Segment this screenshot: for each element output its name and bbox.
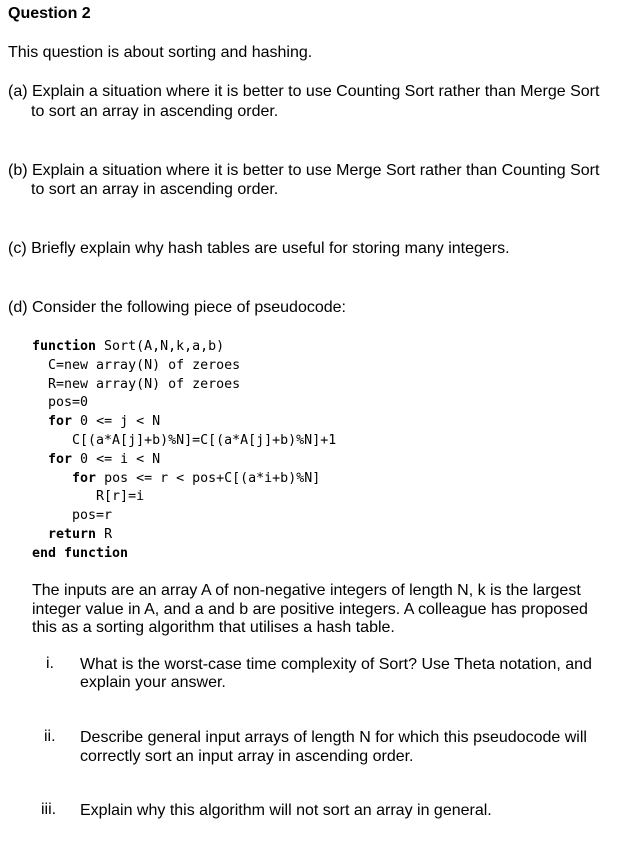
question-title: Question 2 (8, 5, 91, 22)
subquestion-number: ii. (44, 728, 56, 745)
code-line (32, 526, 336, 545)
subquestion-iii-line1: Explain why this algorithm will not sort an array in general. (80, 802, 492, 819)
part-a-line1: (a) Explain a situation where it is better to use Counting Sort rather than Merge Sort (8, 83, 600, 100)
inputs-line2: integer value in A, and a and b are positive integers. A colleague has proposed (32, 601, 588, 618)
inputs-line3: this as a sorting algorithm that utilises a hash table. (32, 619, 395, 636)
subquestion-ii-line1: Describe general input arrays of length N for which this pseudocode will (80, 729, 587, 746)
code-line: C[(a*A[j]+b)%N]=C[(a*A[j]+b)%N]+1 (32, 432, 337, 448)
code-line (32, 451, 336, 470)
code-line: R=new array(N) of zeroes (32, 376, 241, 392)
subquestion-i-line2: explain your answer. (80, 674, 226, 691)
code-text: Sort(A,N,k,a,b) (96, 339, 225, 354)
code-text: 0 <= i < N (72, 451, 161, 467)
code-line (32, 413, 336, 432)
code-text: R (96, 526, 113, 542)
code-line: end function (32, 545, 129, 561)
code-line: pos=0 (32, 395, 89, 411)
code-line: C=new array(N) of zeroes (32, 357, 241, 373)
code-keyword: return (48, 526, 97, 542)
code-keyword: for (48, 451, 73, 467)
pseudocode-block (32, 338, 336, 564)
code-line (32, 338, 336, 357)
code-keyword: for (48, 414, 73, 430)
subquestion-ii-line2: correctly sort an input array in ascending order. (80, 748, 414, 765)
subquestion-i-line1: What is the worst-case time complexity of Sort? Use Theta notation, and (80, 656, 592, 673)
part-a-line2: to sort an array in ascending order. (31, 103, 279, 120)
inputs-line1: The inputs are an array A of non-negative integers of length N, k is the largest (32, 582, 581, 599)
code-line: R[r]=i (32, 489, 145, 505)
code-line (32, 470, 336, 489)
part-d-text: (d) Consider the following piece of pseudocode: (8, 299, 346, 316)
subquestion-number: i. (46, 655, 54, 672)
code-text: pos <= r < pos+C[(a*i+b)%N] (96, 470, 321, 486)
part-b-line1: (b) Explain a situation where it is better to use Merge Sort rather than Counting Sort (8, 162, 600, 179)
part-c-text: (c) Briefly explain why hash tables are useful for storing many integers. (8, 240, 510, 257)
code-line: pos=r (32, 508, 113, 524)
code-text: 0 <= j < N (72, 414, 161, 430)
intro-text: This question is about sorting and hashing. (8, 44, 313, 61)
part-b-line2: to sort an array in ascending order. (31, 181, 279, 198)
subquestion-number: iii. (41, 801, 57, 818)
code-keyword: for (72, 470, 97, 486)
code-keyword: function (32, 339, 97, 354)
